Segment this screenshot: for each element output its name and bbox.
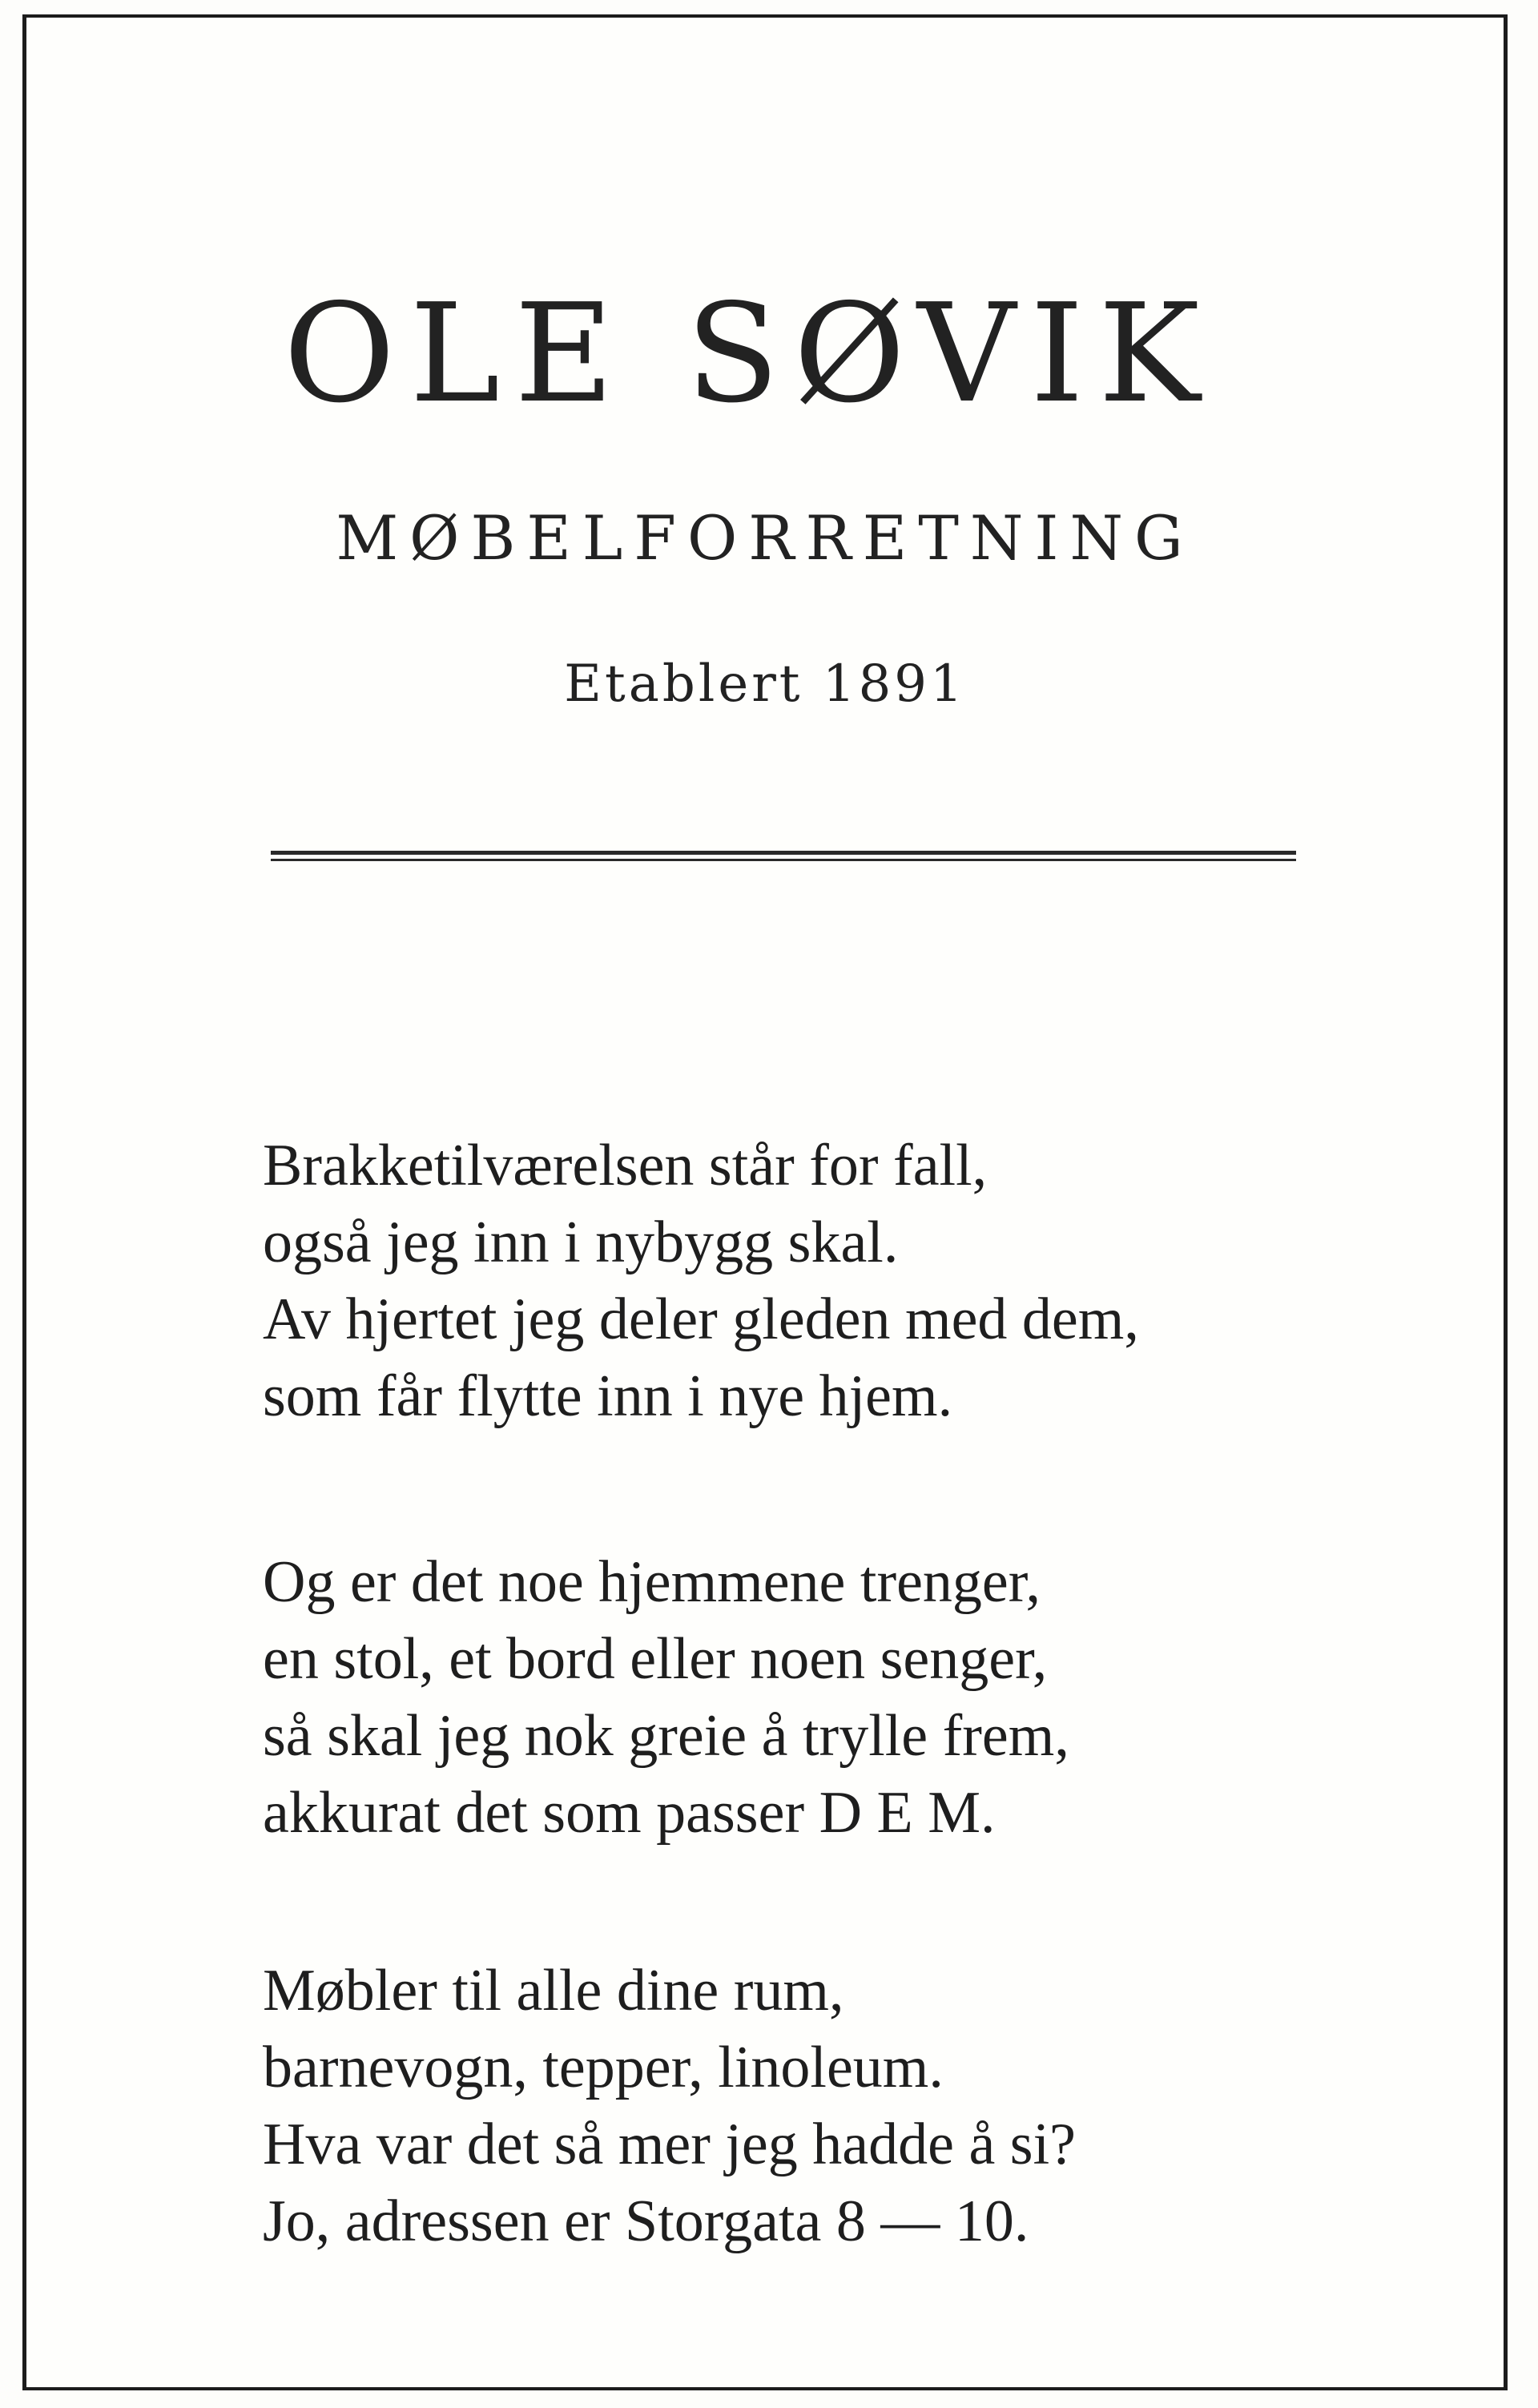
poem-line: barnevogn, tepper, linoleum. [263,2035,944,2100]
poem-line: også jeg inn i nybygg skal. [263,1210,899,1275]
poem-line: Og er det noe hjemmene trenger, [263,1549,1041,1615]
poem-line: Jo, adressen er Storgata 8 — 10. [263,2189,1029,2254]
poem-line: akkurat det som passer D E M. [263,1780,996,1846]
advertisement-frame [22,14,1508,2390]
poem-line: så skal jeg nok greie å trylle frem, [263,1703,1069,1769]
double-rule-divider [271,851,1296,862]
poem-line: Av hjertet jeg deler gleden med dem, [263,1287,1139,1352]
rule-line-bottom [271,859,1296,861]
poem-line: Møbler til alle dine rum, [263,1958,844,2023]
poem-line: Brakketilværelsen står for fall, [263,1133,988,1198]
established-year: Etablert 1891 [564,654,966,714]
poem-stanza-3 [263,1952,1512,2260]
company-name: OLE SØVIK [283,275,1215,433]
poem-line: Hva var det så mer jeg hadde å si? [263,2112,1077,2177]
poem-stanza-1 [263,1127,1512,1435]
business-type: MØBELFORRETNING [336,502,1194,574]
poem-line: en stol, et bord eller noen senger, [263,1626,1048,1692]
rule-line-top [271,851,1296,855]
poem-line: som får flytte inn i nye hjem. [263,1363,953,1429]
poem-stanza-2 [263,1544,1512,1851]
